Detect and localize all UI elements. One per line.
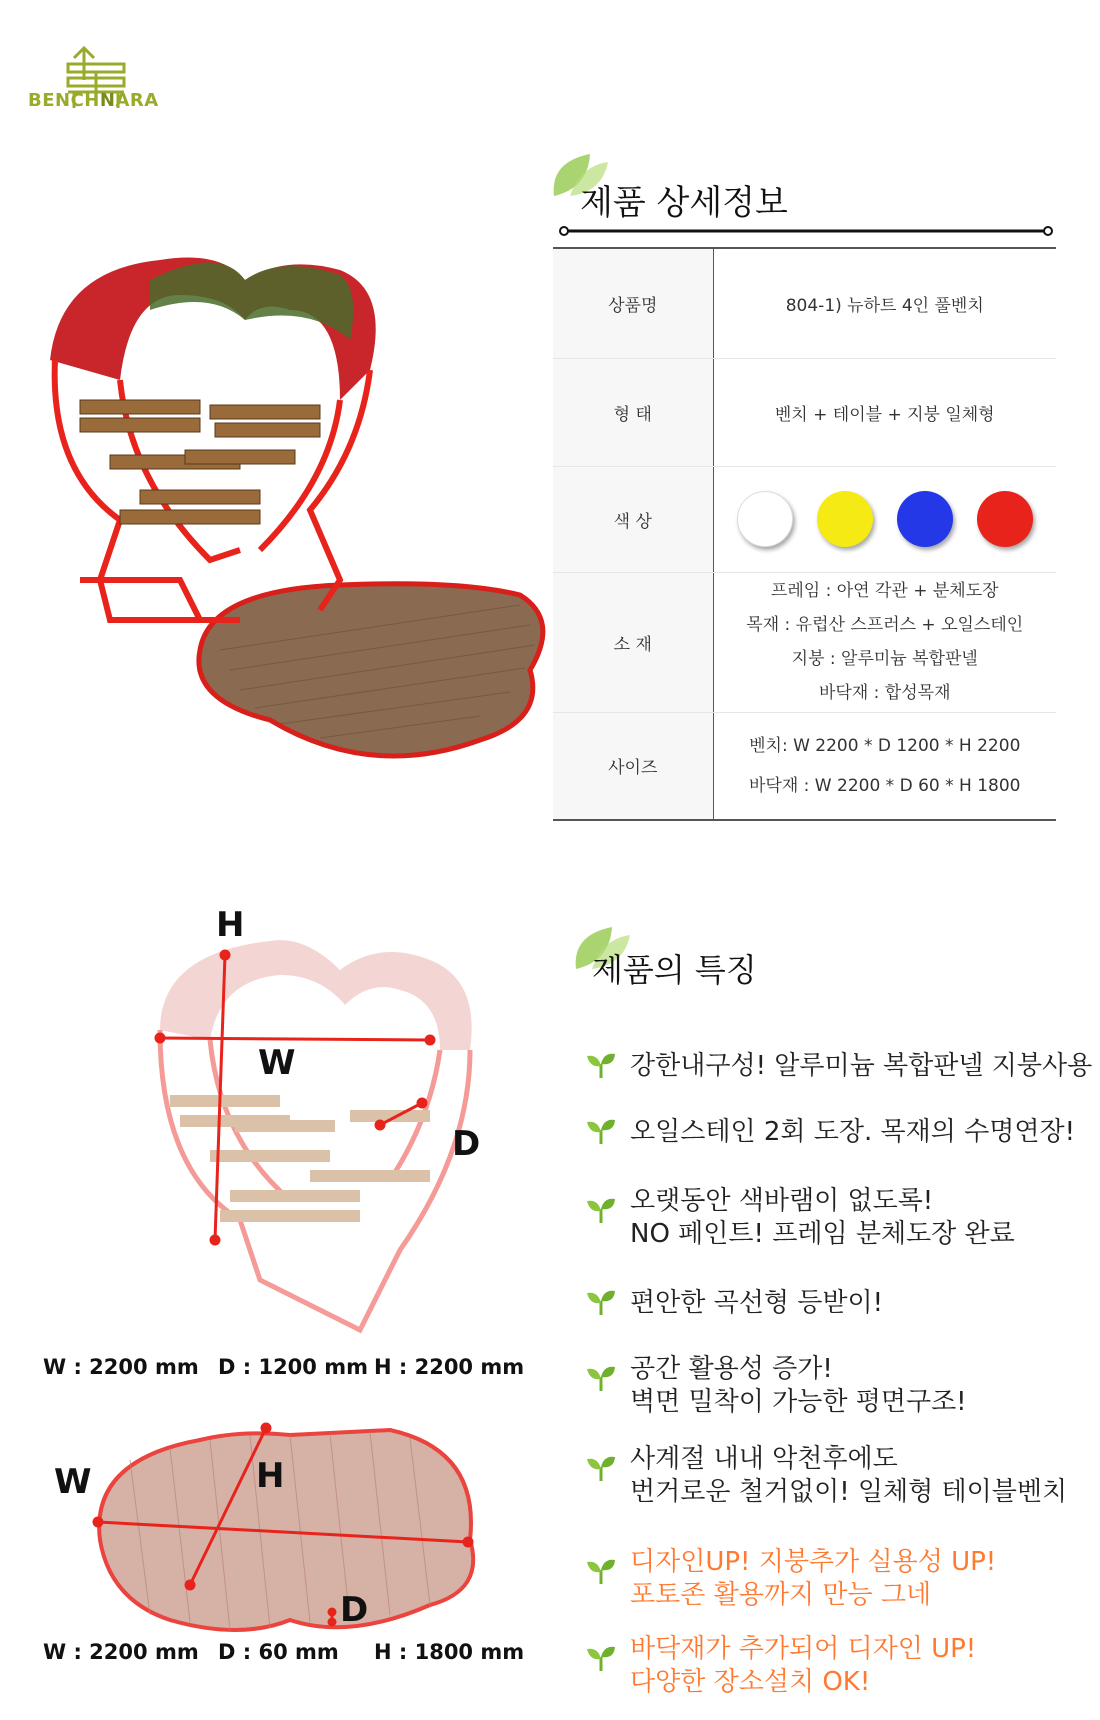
feature-item [630, 1633, 976, 1699]
spec-value: 804-1) 뉴하트 4인 풀벤치 [713, 248, 1056, 358]
feature-line: 포토존 활용까지 만능 그네 [630, 1580, 932, 1610]
color-swatches [713, 466, 1056, 572]
feature-line: 오일스테인 2회 도장. 목재의 수명연장! [630, 1117, 1076, 1147]
feature-line: NO 페인트! 프레임 분체도장 완료 [630, 1219, 1015, 1249]
bench-dimension-diagram [140, 920, 500, 1340]
spec-title: 제품 상세정보 [580, 183, 788, 223]
spec-table [553, 247, 1056, 821]
feature-item [630, 1116, 1075, 1149]
floor-width: W : 2200 mm [43, 1640, 199, 1664]
spec-value [713, 572, 1056, 712]
dim-letter-h: H [256, 1456, 285, 1496]
spec-label: 상품명 [553, 248, 713, 358]
sprout-icon [586, 1197, 616, 1223]
sprout-icon [586, 1455, 616, 1481]
feature-line: 강한내구성! 알루미늄 복합판넬 지붕사용 [630, 1051, 1093, 1081]
spec-row [553, 712, 1056, 820]
feature-line: 바닥재가 추가되어 디자인 UP! [630, 1634, 977, 1664]
spec-row [553, 466, 1056, 572]
floor-height: H : 1800 mm [374, 1640, 525, 1664]
color-swatch-white [737, 491, 793, 547]
bench-width: W : 2200 mm [43, 1355, 199, 1379]
dim-letter-d: D [452, 1124, 481, 1164]
dim-letter-w: W [54, 1462, 92, 1502]
dim-letter-h: H [216, 905, 245, 945]
spec-row [553, 358, 1056, 466]
feature-line: 오랫동안 색바램이 없도록! [630, 1186, 934, 1216]
sprout-icon [586, 1558, 616, 1584]
sprout-icon [586, 1052, 616, 1078]
feature-line: 공간 활용성 증가! [630, 1354, 833, 1384]
feature-line: 디자인UP! 지붕추가 실용성 UP! [630, 1547, 997, 1577]
size-line: 벤치: W 2200 * D 1200 * H 2200 [749, 735, 1021, 756]
feature-item [630, 1287, 883, 1320]
spec-label: 소 재 [553, 572, 713, 712]
material-line: 바닥재 : 합성목재 [819, 683, 951, 703]
feature-item [630, 1185, 1015, 1251]
feature-item [630, 1546, 996, 1612]
feature-item [630, 1443, 1067, 1509]
feature-item [630, 1050, 1092, 1083]
feature-item [630, 1353, 967, 1419]
color-swatch-blue [897, 491, 953, 547]
feature-line: 다양한 장소설치 OK! [630, 1667, 871, 1697]
spec-value [713, 712, 1056, 820]
product-main-image [40, 250, 550, 770]
sprout-icon [586, 1118, 616, 1144]
material-line: 지붕 : 알루미늄 복합판넬 [791, 649, 978, 669]
spec-label: 색 상 [553, 466, 713, 572]
spec-label: 사이즈 [553, 712, 713, 820]
size-line: 바닥재 : W 2200 * D 60 * H 1800 [749, 775, 1021, 796]
features-title: 제품의 특징 [592, 951, 757, 989]
feature-line: 번거로운 철거없이! 일체형 테이블벤치 [630, 1477, 1068, 1507]
floor-dimension-diagram [90, 1400, 490, 1640]
spec-row [553, 572, 1056, 712]
color-swatch-red [977, 491, 1033, 547]
material-line: 목재 : 유럽산 스프러스 + 오일스테인 [746, 615, 1024, 635]
sprout-icon [586, 1365, 616, 1391]
sprout-icon [586, 1289, 616, 1315]
feature-line: 벽면 밀착이 가능한 평면구조! [630, 1387, 967, 1417]
bench-height: H : 2200 mm [374, 1355, 525, 1379]
divider [558, 225, 1054, 237]
spec-label: 형 태 [553, 358, 713, 466]
feature-line: 편안한 곡선형 등받이! [630, 1288, 883, 1318]
bench-depth: D : 1200 mm [218, 1355, 368, 1379]
dim-letter-d: D [340, 1590, 369, 1630]
dim-letter-w: W [258, 1043, 296, 1083]
spec-value: 벤치 + 테이블 + 지붕 일체형 [713, 358, 1056, 466]
spec-row [553, 248, 1056, 358]
feature-line: 사계절 내내 악천후에도 [630, 1444, 898, 1474]
brand-name: BENCHNARA [28, 90, 159, 111]
floor-depth: D : 60 mm [218, 1640, 339, 1664]
material-line: 프레임 : 아연 각관 + 분체도장 [770, 581, 999, 601]
color-swatch-yellow [817, 491, 873, 547]
sprout-icon [586, 1645, 616, 1671]
